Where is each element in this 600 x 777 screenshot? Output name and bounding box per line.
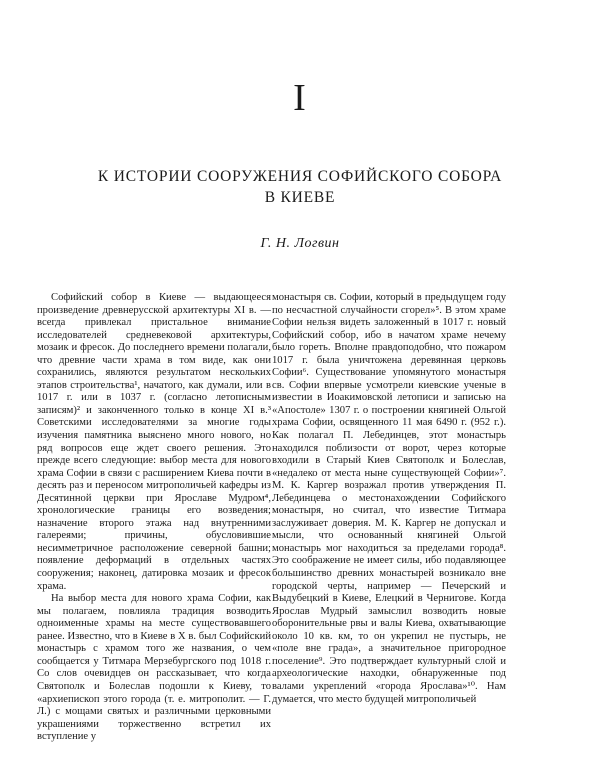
paragraph: Софийский собор в Киеве — выдающееся произведение древнерусской архитектуры XI в. — всегда привлекал пристальное внимание исследователей средневековой архитектуры, мозаик и фресок. До последнего времени полагали, что древние части храма в том виде, как они сохранились, являются результатом нескольких этапов строительства¹, начатого, как думали, или в 1017 г. или в 1037 г. (согласно летописным записям)² и законченного только в конце XI в.³ Советскими исследователями за многие годы изучения памятника выяснено много нового, но ряд вопросов еще ждет своего решения. Это прежде всего следующие: выбор места для нового храма Софии в связи с расширением Киева почти в десять раз и переносом митрополичьей кафедры из Десятинной церкви при Ярославе Мудром⁴, хронологические границы его возведения; назначение второго этажа над внутренними галереями; причины, обусловившие несимметричное расположение северной башни; появление деформаций в отдельных частях сооружения; наконец, датировка мозаик и фресок храма. (37, 292, 271, 592)
paragraph: На выбор места для нового храма Софии, как мы полагаем, повлияла традиция возводить одноименные храмы на месте существовавшего ранее. Известно, что в Киеве в X в. был Софийский монастырь с храмом того же названия, о чем сообщается у Титмара Мерзебургского под 1018 г. Со слов очевидцев он рассказывает, что когда Святополк и Болеслав подошли к Киеву, то «архиепископ этого города (т. е. митрополит. — Г. Л.) с мощами святых и различными церковными украшениями торжественно встретил их вступление у (37, 593, 271, 743)
paragraph: монастыря св. Софии, который в предыдущем году по несчастной случайности сгорел»⁵. В этом храме Софии нельзя видеть заложенный в 1017 г. новый Софийский собор, ибо в начатом храме нечему было гореть. Вполне правдоподобно, что пожаром 1017 г. была уничтожена деревянная церковь Софии⁶. Существование упомянутого монастыря св. Софии впервые усмотрели киевские ученые в известии в Иоакимовской летописи и записью на «Апостоле» 1307 г. о построении княгиней Ольгой храма Софии, освященного 11 мая 6490 г. (952 г.). Как полагал П. Лебединцев, этот монастырь находился поблизости от ворот, через которые входили в Старый Киев Святополк и Болеслав, «недалеко от места ныне существующей Софии»⁷. М. К. Каргер возражал против утверждения П. Лебединцева о местонахождении Софийского монастыря, но считал, что известие Титмара заслуживает доверия. М. К. Каргер не допускал и мысли, что основанный княгиней Ольгой монастырь мог находиться за пределами города⁸. Это соображение не имеет силы, ибо подавляющее большинство древних монастырей возникало вне городской черты, например — Печерский и Выдубецкий в Киеве, Елецкий в Чернигове. Когда Ярослав Мудрый замыслил возводить новые оборонительные рвы и валы Киева, охватывающие около 10 кв. км, то он укрепил не пустырь, не «поле вне града», а значительное пригородное поселение⁹. Это подтверждает культурный слой и археологические находки, обнаруженные под валами укреплений «города Ярослава»¹⁰. Нам думается, что место будущей митрополичьей (272, 292, 506, 705)
text-column-right (272, 292, 506, 706)
article-title-line-1: К ИСТОРИИ СООРУЖЕНИЯ СОФИЙСКОГО СОБОРА (97, 168, 503, 185)
article-title-line-2: В КИЕВЕ (264, 189, 336, 206)
article-title (40, 166, 560, 208)
text-column-left (37, 292, 271, 744)
article-author: Г. Н. Логвин (260, 236, 340, 251)
chapter-numeral: I (293, 77, 307, 119)
